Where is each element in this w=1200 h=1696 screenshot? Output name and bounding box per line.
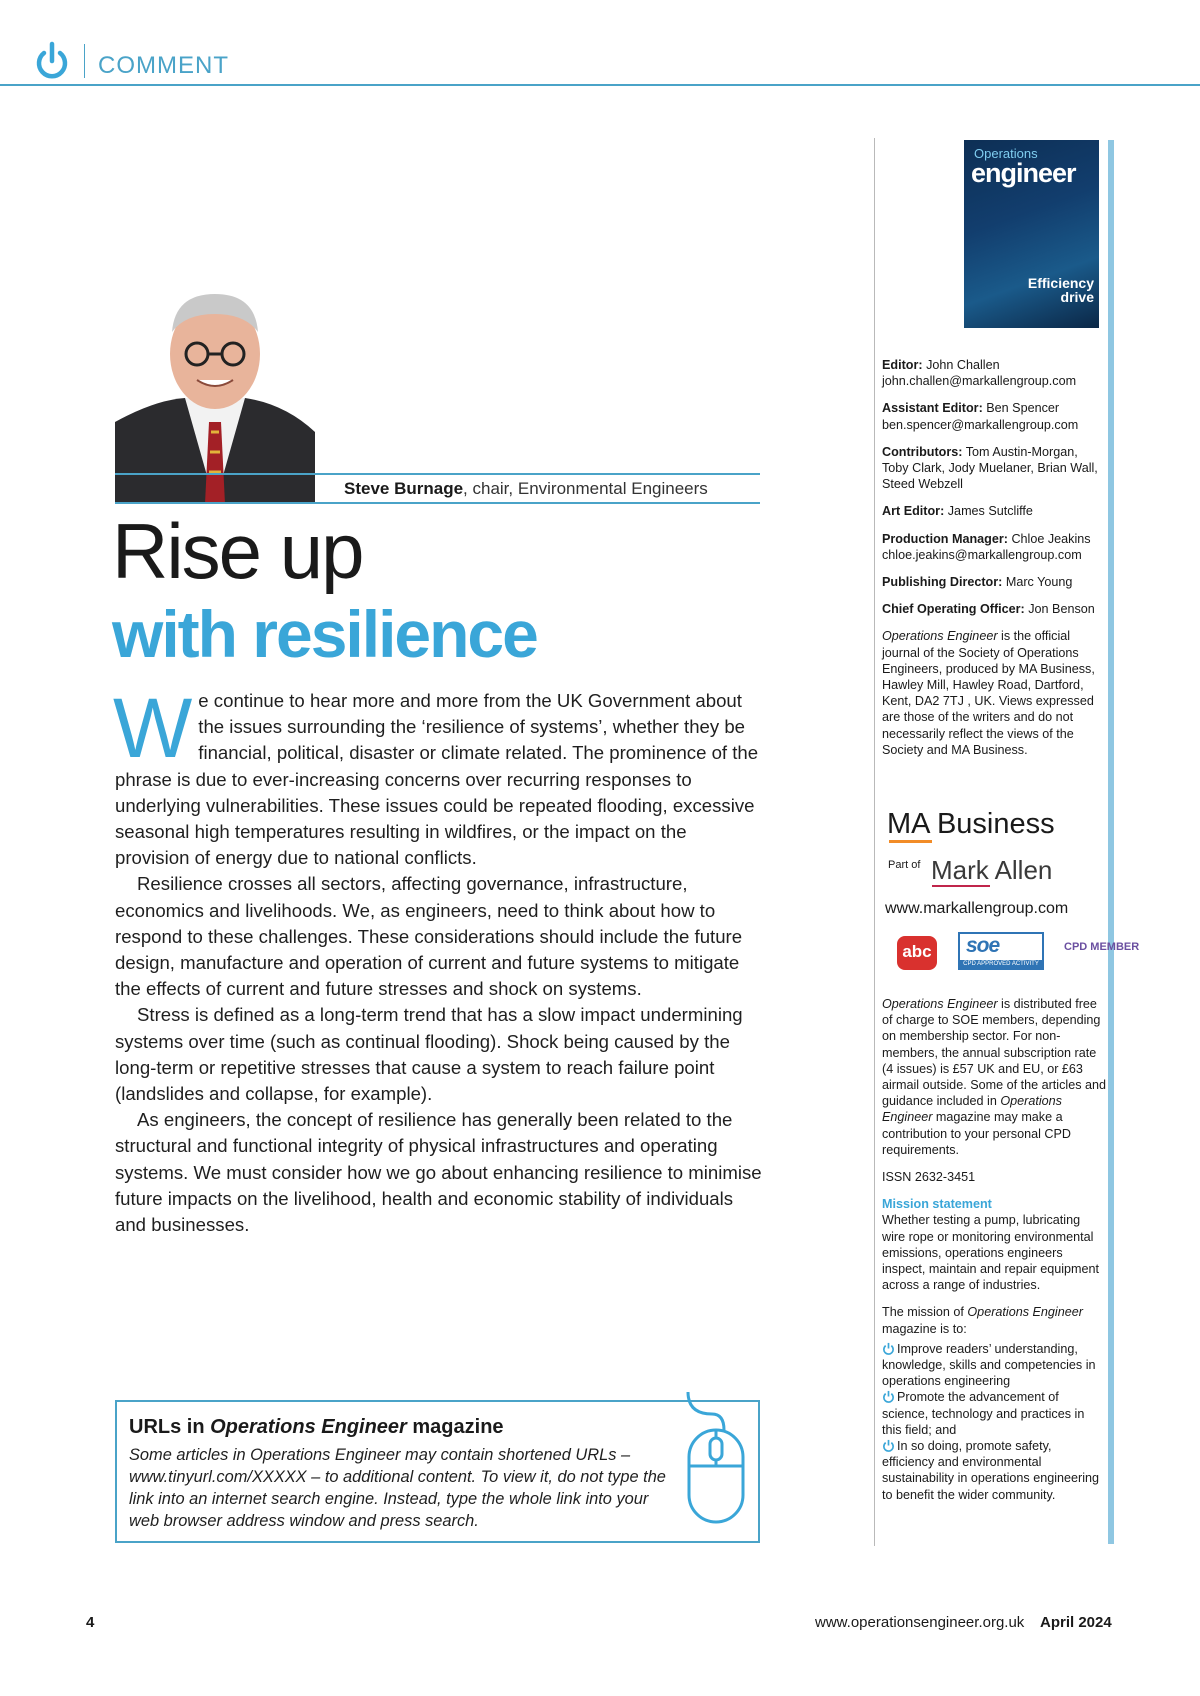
credit-contributors	[882, 444, 1106, 493]
header-divider	[84, 44, 85, 78]
distribution-italic-2: Operations Engineer	[882, 1094, 1062, 1125]
masthead-credits	[882, 357, 1106, 758]
credit-role: Art Editor:	[882, 504, 945, 519]
sidebar-rule-left	[874, 138, 875, 1546]
publisher-url[interactable]: www.markallengroup.com	[885, 900, 1069, 917]
caption-rule-bottom	[115, 502, 760, 504]
article-paragraph-2: Resilience crosses all sectors, affecting governance, infrastructure, economics and livelihoods. We, as engineers, need to think about how to respond to these challenges. These considerations should include the future design, manufacture and operation of current and future systems to mitigate the effects of current and future stresses and shock on systems.	[115, 873, 743, 1000]
mission-lead-italic: Operations Engineer	[967, 1305, 1083, 1320]
power-bullet-icon	[882, 1439, 895, 1452]
mission-bullet-text: Improve readers’ understanding, knowledge, skills and competencies in operations engineering	[882, 1341, 1096, 1389]
drop-cap: W	[113, 681, 193, 775]
mission-bullet	[882, 1341, 1106, 1390]
part-of-label: Part of	[888, 859, 921, 871]
computer-mouse-icon	[672, 1392, 752, 1532]
mark-allen-underline	[932, 885, 990, 887]
issn: ISSN 2632-3451	[882, 1170, 976, 1185]
magazine-cover	[964, 140, 1099, 328]
credit-name: James Sutcliffe	[944, 504, 1033, 519]
mission-lead	[882, 1304, 1106, 1336]
article-paragraph-4: As engineers, the concept of resilience has generally been related to the structural and functional integrity of physical infrastructures and operating systems. We must consider how we go about enhancing resilience to minimise future impacts on the livelihood, health and economic stability of individuals and businesses.	[115, 1109, 762, 1236]
soe-logo-subtext: CPD APPROVED ACTIVITY	[960, 960, 1042, 969]
caption-rule-top	[115, 473, 760, 475]
ma-business-underline	[889, 840, 932, 843]
article-paragraph-3: Stress is defined as a long-term trend that has a slow impact undermining systems over time (such as continual flooding). Shock being caused by the long-term or repetitive stresses that cause a system to reach failure point (landslides and collapse, for example).	[115, 1004, 743, 1105]
credit-name: Chloe Jeakins	[1007, 531, 1091, 546]
credit-role: Assistant Editor:	[882, 401, 983, 416]
distribution-italic: Operations Engineer	[882, 997, 998, 1011]
author-portrait	[115, 272, 315, 504]
distribution-text-1: is distributed free of charge to SOE members, depending on membership sector. For non-members, the annual subscription rate (4 issues) is £57 UK and EU, or £63 airmail outside. Some of the articles and guidance included in	[882, 997, 1107, 1109]
credit-name: Marc Young	[1002, 575, 1073, 590]
header-rule	[0, 84, 1200, 86]
credit-name: John Challen	[922, 358, 1000, 372]
credit-assistant-editor	[882, 400, 1106, 432]
sidebar-lower	[882, 996, 1106, 1503]
url-title-prefix: URLs in	[129, 1416, 211, 1438]
distribution-text-2: magazine may make a contribution to your personal CPD requirements.	[882, 1110, 1072, 1157]
distribution-note	[882, 996, 1106, 1158]
mission-lead-prefix: The mission of	[882, 1305, 968, 1320]
credit-production-manager	[882, 531, 1106, 563]
footer-date: April 2024	[1040, 1614, 1112, 1631]
url-box-body: Some articles in Operations Engineer may contain shortened URLs – www.tinyurl.com/XXXXX – to additional content. To view it, do not type the link into an internet search engine. Instead, type the whole link into your web browser address window and press search.	[129, 1446, 666, 1530]
abc-logo: abc	[897, 936, 937, 970]
credit-coo	[882, 601, 1106, 617]
article-paragraph-1	[113, 681, 763, 871]
caption-role: , chair, Environmental Engineers	[463, 479, 708, 498]
ma-business-logo: MA Business	[887, 808, 1055, 840]
credit-email: john.challen@markallengroup.com	[882, 374, 1077, 389]
headline-line-2: with resilience	[112, 597, 537, 671]
mission-intro: Whether testing a pump, lubricating wire rope or monitoring environmental emissions, operations engineers inspect, maintain and repair equipment across a range of industries.	[882, 1213, 1100, 1293]
cover-headline: Efficiency drive	[1027, 275, 1094, 305]
url-title-italic: Operations Engineer	[210, 1416, 407, 1438]
credit-name: Jon Benson	[1024, 602, 1095, 617]
credit-name: Tom Austin-Morgan, Toby Clark, Jody Muelaner, Brian Wall, Steed Webzell	[882, 444, 1098, 492]
credit-publishing-director	[882, 574, 1106, 590]
credit-art-editor	[882, 503, 1106, 519]
paragraph-1-text: e continue to hear more and more from the UK Government about the issues surrounding the ‘resilience of systems’, whether they be financial, political, disaster or climate related. The prominence of the phrase is due to ever-increasing concerns over recurring responses to underlying vulnerabilities. These issues could be repeated flooding, excessive seasonal high temperatures resulting in wildfires, or the impact on the provision of energy due to national conflicts.	[115, 690, 759, 869]
about-text: is the official journal of the Society of Operations Engineers, produced by MA Business, Hawley Mill, Hawley Road, Dartford, Kent, DA2 7TJ , UK. Views expressed are those of the writers and do not necessarily reflect the views of the Society and MA Business.	[882, 629, 1095, 757]
caption-name: Steve Burnage	[344, 479, 464, 498]
credit-email: chloe.jeakins@markallengroup.com	[882, 547, 1082, 562]
journal-about	[882, 628, 1106, 758]
mission-heading: Mission statement	[882, 1197, 992, 1212]
power-bullet-icon	[882, 1342, 895, 1355]
article-body	[113, 681, 763, 1238]
cover-masthead-title: engineer	[971, 158, 1076, 188]
credit-role: Chief Operating Officer:	[882, 602, 1025, 617]
about-italic: Operations Engineer	[882, 629, 998, 644]
credit-editor	[882, 357, 1106, 389]
mission-lead-suffix: magazine is to:	[882, 1321, 967, 1336]
mission-bullet-text: Promote the advancement of science, technology and practices in this field; and	[882, 1390, 1085, 1437]
mission-bullet	[882, 1438, 1106, 1503]
url-info-box	[115, 1400, 760, 1543]
power-icon	[34, 41, 70, 81]
photo-caption	[344, 479, 708, 499]
headline-line-1: Rise up	[112, 507, 363, 595]
credit-role: Contributors:	[882, 444, 963, 459]
soe-logo-text: soe	[966, 934, 1000, 957]
credit-name: Ben Spencer	[982, 401, 1060, 416]
sidebar-rule-right	[1108, 140, 1114, 1544]
credit-email: ben.spencer@markallengroup.com	[882, 417, 1079, 432]
url-title-suffix: magazine	[406, 1416, 504, 1438]
credit-role: Publishing Director:	[882, 575, 1003, 590]
mission-bullet	[882, 1389, 1106, 1438]
section-label: COMMENT	[98, 52, 229, 79]
footer-url[interactable]: www.operationsengineer.org.uk	[815, 1614, 1025, 1631]
soe-cpd-logo	[958, 932, 1044, 970]
mission-bullet-text: In so doing, promote safety, efficiency and environmental sustainability in operations engineering to benefit the wider community.	[882, 1439, 1100, 1502]
page-number: 4	[86, 1614, 95, 1631]
mark-allen-logo: Mark Allen	[931, 855, 1053, 885]
cover-masthead-top: Operations	[974, 146, 1038, 161]
power-bullet-icon	[882, 1390, 895, 1403]
url-box-title	[129, 1416, 504, 1439]
credit-role: Editor:	[882, 358, 923, 372]
cpd-member-logo: CPD MEMBER	[1064, 941, 1140, 953]
credit-role: Production Manager:	[882, 531, 1008, 546]
